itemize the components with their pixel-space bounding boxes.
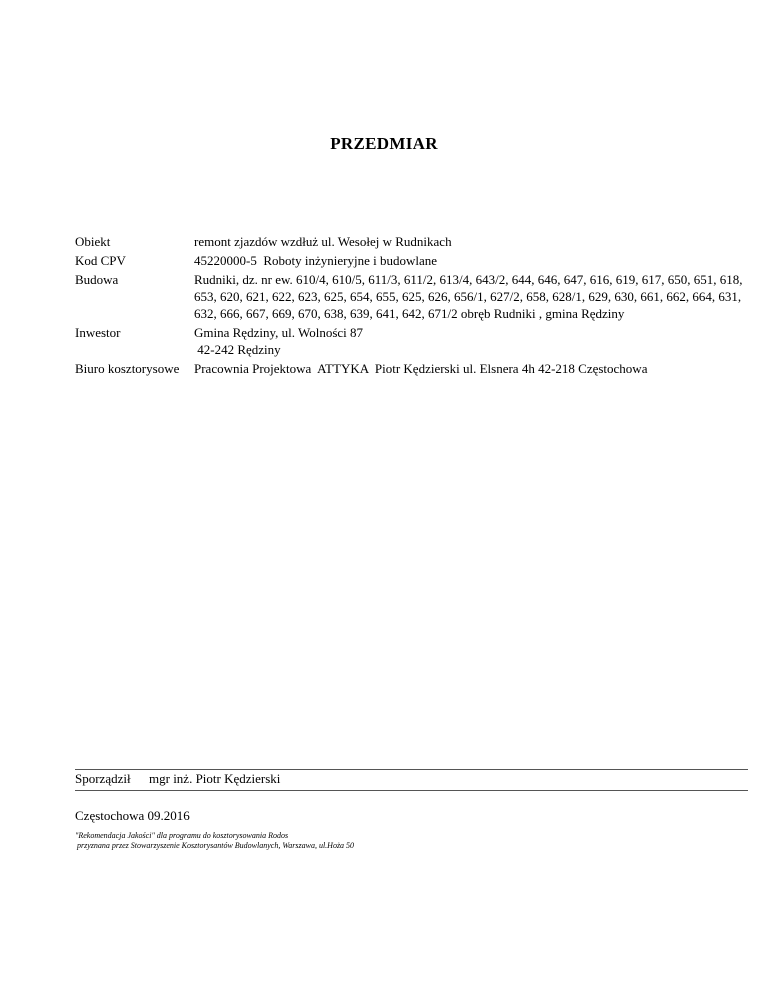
- inwestor-label: Inwestor: [75, 325, 121, 340]
- inwestor-value: Gmina Rędziny, ul. Wolności 87 42-242 Rędziny: [194, 325, 364, 357]
- sporzadzil-label: Sporządził: [75, 771, 131, 786]
- budowa-label: Budowa: [75, 272, 119, 287]
- obiekt-value: remont zjazdów wzdłuż ul. Wesołej w Rudnikach: [194, 234, 452, 249]
- info-table: [75, 233, 755, 379]
- note-line-1: "Rekomendacja Jakości" dla programu do kosztorysowania Rodos: [75, 831, 289, 840]
- recommendation-note: [75, 831, 354, 851]
- place-date: Częstochowa 09.2016: [75, 808, 190, 823]
- sporzadzil-line: [75, 771, 280, 787]
- note-line-2: przyznana przez Stowarzyszenie Kosztorysantów Budowlanych, Warszawa, ul.Hoża 50: [75, 841, 355, 850]
- kod-cpv-value: 45220000-5 Roboty inżynieryjne i budowlane: [194, 253, 437, 268]
- budowa-value: Rudniki, dz. nr ew. 610/4, 610/5, 611/3, 611/2, 613/4, 643/2, 644, 646, 647, 616, 619, 617, 650, 651, 618, 653, 620, 621, 622, 623, 625, 654, 655, 625, 626, 656/1, 627/2, 658, 628/1, 629, 630, 661, 662, 664, 631, 632, 666, 667, 669, 670, 638, 639, 641, 642, 671/2 obręb Rudniki , gmina Rędziny: [194, 272, 746, 321]
- document-title: PRZEDMIAR: [330, 134, 438, 153]
- info-row-biuro: [75, 360, 755, 377]
- info-row-inwestor: [75, 324, 755, 358]
- sporzadzil-value: mgr inż. Piotr Kędzierski: [149, 771, 281, 786]
- biuro-value: Pracownia Projektowa ATTYKA Piotr Kędzierski ul. Elsnera 4h 42-218 Częstochowa: [194, 361, 648, 376]
- info-row-kod-cpv: [75, 252, 755, 269]
- kod-cpv-label: Kod CPV: [75, 253, 126, 268]
- info-row-obiekt: [75, 233, 755, 250]
- biuro-label: Biuro kosztorysowe: [75, 361, 180, 376]
- obiekt-label: Obiekt: [75, 234, 111, 249]
- info-row-budowa: [75, 271, 755, 322]
- divider-bottom: [75, 790, 748, 791]
- divider-top: [75, 769, 748, 770]
